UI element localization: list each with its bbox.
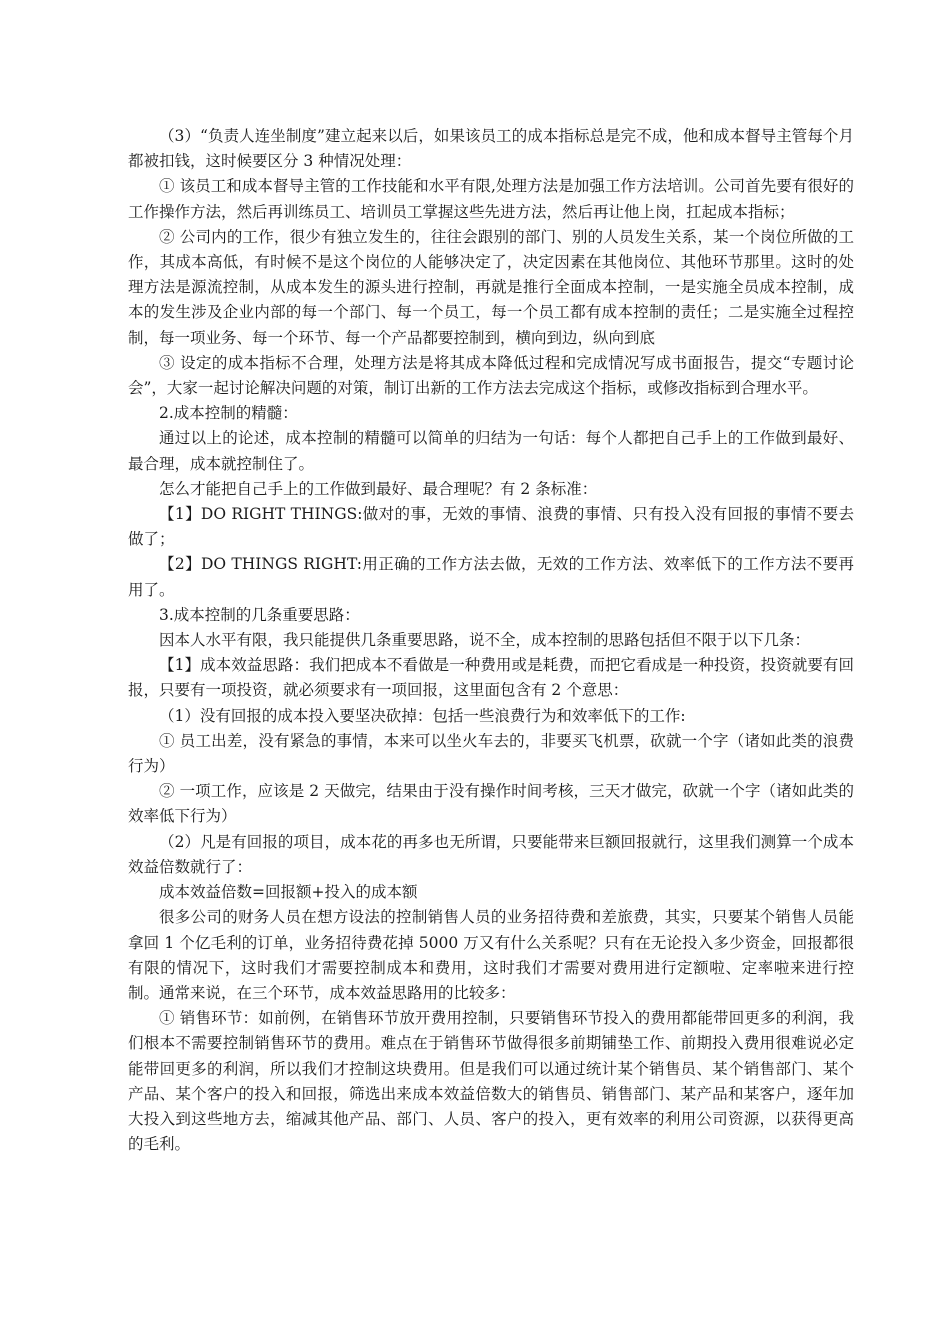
document-body: [128, 124, 854, 1157]
paragraph: （1）没有回报的成本投入要坚决砍掉：包括一些浪费行为和效率低下的工作:: [159, 706, 686, 725]
paragraph: ① 销售环节：如前例，在销售环节放开费用控制，只要销售环节投入的费用都能带回更多的利润，我们根本不需要控制销售环节的费用。难点在于销售环节做得很多前期铺垫工作、前期投入费用很难说必定能带回更多的利润，所以我们才控制这块费用。但是我们可以通过统计某个销售员、某个销售部门、某个产品、某个客户的投入和回报，筛选出来成本效益倍数大的销售员、销售部门、某产品和某客户，逐年加大投入到这些地方去，缩减其他产品、部门、人员、客户的投入，更有效率的利用公司资源，以获得更高的毛利。: [128, 1009, 854, 1154]
paragraph: （3）“负责人连坐制度”建立起来以后，如果该员工的成本指标总是完不成，他和成本督导主管每个月都被扣钱，这时候要区分 3 种情况处理：: [128, 127, 854, 171]
paragraph: 【2】DO THINGS RIGHT:用正确的工作方法去做，无效的工作方法、效率低下的工作方法不要再用了。: [128, 555, 854, 599]
paragraph: 怎么才能把自己手上的工作做到最好、最合理呢？有 2 条标准：: [159, 479, 598, 498]
paragraph: 【1】DO RIGHT THINGS:做对的事，无效的事情、浪费的事情、只有投入没有回报的事情不要去做了；: [128, 505, 854, 549]
section-heading: 3.成本控制的几条重要思路：: [159, 605, 360, 624]
paragraph: 很多公司的财务人员在想方设法的控制销售人员的业务招待费和差旅费，其实，只要某个销售人员能拿回 1 个亿毛利的订单，业务招待费花掉 5000 万又有什么关系呢？只有在无论投入多少资金，回报都很有限的情况下，这时我们才需要控制成本和费用，这时我们才需要对费用进行定额啦、定率啦来进行控制。通常来说，在三个环节，成本效益思路用的比较多：: [128, 908, 854, 1002]
paragraph: ① 员工出差，没有紧急的事情，本来可以坐火车去的，非要买飞机票，砍就一个字（诸如此类的浪费行为）: [128, 731, 854, 776]
paragraph: 因本人水平有限，我只能提供几条重要思路，说不全，成本控制的思路包括但不限于以下几条：: [159, 631, 811, 650]
paragraph: ② 一项工作，应该是 2 天做完，结果由于没有操作时间考核，三天才做完，砍就一个字（诸如此类的效率低下行为）: [128, 782, 854, 826]
paragraph: ③ 设定的成本指标不合理，处理方法是将其成本降低过程和完成情况写成书面报告，提交“专题讨论会”，大家一起讨论解决问题的对策，制订出新的工作方法去完成这个指标，或修改指标到合理水平。: [128, 353, 854, 398]
formula-line: 成本效益倍数=回报额+投入的成本额: [159, 883, 418, 902]
paragraph: ② 公司内的工作，很少有独立发生的，往往会跟别的部门、别的人员发生关系，某一个岗位所做的工作，其成本高低，有时候不是这个岗位的人能够决定了，决定因素在其他岗位、其他环节那里。这时的处理方法是源流控制，从成本发生的源头进行控制，再就是推行全面成本控制，一是实施全员成本控制，成本的发生涉及企业内部的每一个部门、每一个员工，每一个员工都有成本控制的责任；二是实施全过程控制，每一项业务、每一个环节、每一个产品都要控制到，横向到边，纵向到底: [128, 227, 854, 347]
paragraph: 通过以上的论述，成本控制的精髓可以简单的归结为一句话：每个人都把自己手上的工作做到最好、最合理，成本就控制住了。: [128, 429, 854, 473]
paragraph: ① 该员工和成本督导主管的工作技能和水平有限,处理方法是加强工作方法培训。公司首先要有很好的工作操作方法，然后再训练员工、培训员工掌握这些先进方法，然后再让他上岗，扛起成本指标；: [128, 177, 854, 221]
paragraph: （2）凡是有回报的项目，成本花的再多也无所谓，只要能带来巨额回报就行，这里我们测算一个成本效益倍数就行了：: [128, 832, 854, 876]
section-heading: 2.成本控制的精髓：: [159, 404, 298, 423]
paragraph: 【1】成本效益思路：我们把成本不看做是一种费用或是耗费，而把它看成是一种投资，投资就要有回报，只要有一项投资，就必须要求有一项回报，这里面包含有 2 个意思：: [128, 656, 854, 700]
